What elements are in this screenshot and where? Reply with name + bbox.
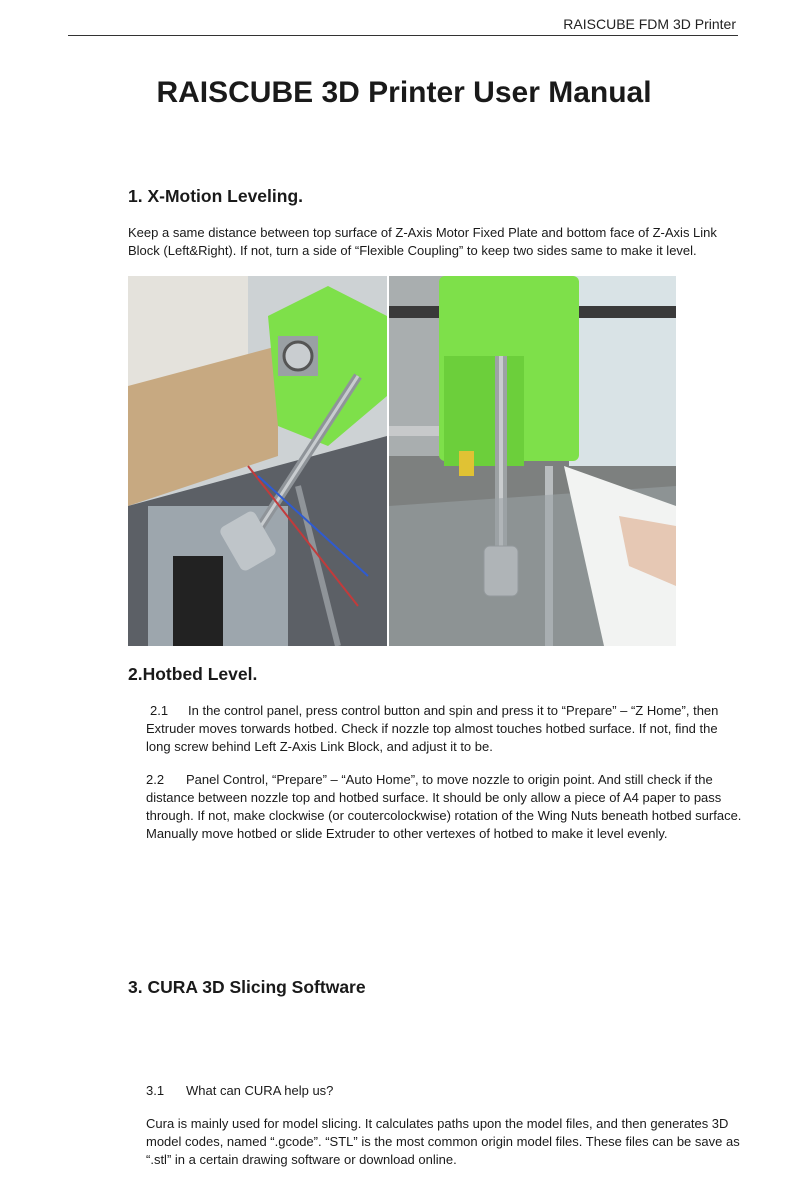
section-1-body: Keep a same distance between top surface of Z-Axis Motor Fixed Plate and bottom face of Z-Axis Link Block (Left&Right). If not, turn a side of “Flexible Coupling” to keep two sides same to make it level.	[128, 225, 717, 258]
item-number: 2.2	[146, 772, 165, 787]
section-2-item-1	[146, 702, 742, 756]
item-text: Panel Control, “Prepare” – “Auto Home”, to move nozzle to origin point. And still check if the distance between nozzle top and hotbed surface. It should be only allow a piece of A4 paper to pass through. If not, make clockwise (or coutercolockwise) rotation of the Wing Nuts beneath hotbed surface. Manually move hotbed or slide Extruder to other vertexes of hotbed to make it level evenly.	[146, 772, 742, 841]
section-3-heading: 3. CURA 3D Slicing Software	[128, 977, 366, 997]
section-2-heading: 2.Hotbed Level.	[128, 664, 258, 684]
leveling-photos	[128, 276, 676, 646]
section-3-body: Cura is mainly used for model slicing. It calculates paths upon the model files, and then generates 3D model codes, named “.gcode”. “STL” is the most common origin model files. These files can be save as “.stl” in a certain drawing software or download online.	[146, 1116, 740, 1167]
item-number: 3.1	[146, 1083, 165, 1098]
photo-left-illustration	[128, 276, 387, 646]
section-2-item-2	[146, 771, 742, 843]
section-3-item-1	[146, 1082, 333, 1100]
item-number: 2.1	[150, 703, 169, 718]
section-1-heading: 1. X-Motion Leveling.	[128, 186, 304, 206]
header-rule	[68, 35, 738, 36]
photo-right-illustration	[389, 276, 676, 646]
document-title: RAISCUBE 3D Printer User Manual	[156, 76, 652, 109]
item-title: What can CURA help us?	[186, 1083, 334, 1098]
photo-left-z-axis	[128, 276, 387, 646]
item-text: In the control panel, press control button and spin and press it to “Prepare” – “Z Home”, then Extruder moves torwards hotbed. Check if nozzle top almost touches hotbed surface. If not, find the long screw behind Left Z-Axis Link Block, and adjust it to be.	[146, 703, 719, 754]
photo-right-coupling	[389, 276, 676, 646]
running-header: RAISCUBE FDM 3D Printer	[563, 16, 736, 32]
